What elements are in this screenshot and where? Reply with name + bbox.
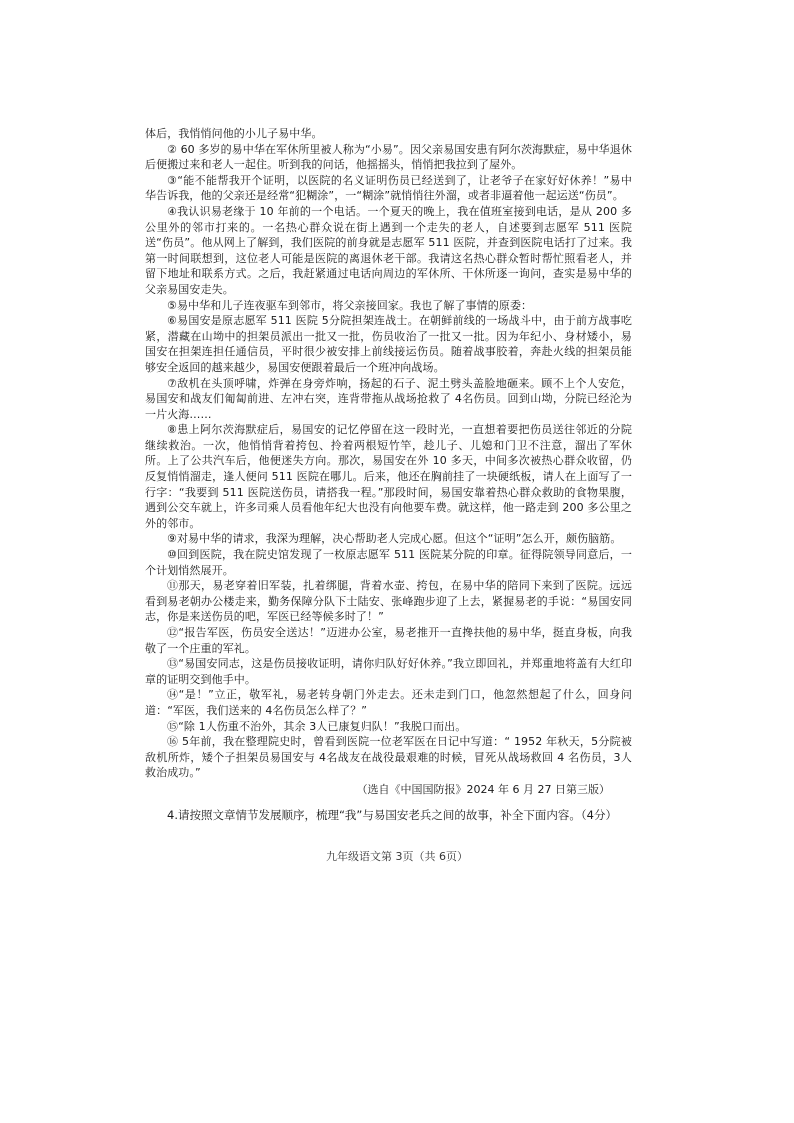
- paragraph-8: ⑧患上阿尔茨海默症后，易国安的记忆停留在这一段时光，一直想着要把伤员送往邻近的分院继续救治。一次，他悄悄背着挎包、拎着两根短竹竿，趁儿子、儿媳和门卫不注意，溜出了军休所。上了公共汽车后，他便迷失方向。那次，易国安在外 10 多天，中间多次被热心群众收留，仍反复悄悄溜走，逢人便问 511 医院在哪儿。后来，他还在胸前挂了一块硬纸板，请人在上面写了一行字：“我要到 511 医院送伤员，请搭我一程。”那段时间，易国安靠着热心群众救助的食物果腹，遇到公交车就上，许多司乘人员看他年纪大也没有向他要车费。就这样，他一路走到 200 多公里之外的邻市。: [145, 423, 632, 530]
- paragraph-14: ⑭“是！”立正，敬军礼，易老转身朝门外走去。还未走到门口，他忽然想起了什么，回身问道：“军医，我们送来的 4名伤员怎么样了？”: [145, 688, 632, 717]
- paragraph-9: ⑨对易中华的请求，我深为理解，决心帮助老人完成心愿。但这个“证明”怎么开，颇伤脑筋。: [167, 532, 622, 546]
- article-lead: 体后，我悄悄问他的小儿子易中华。: [145, 127, 323, 140]
- paragraph-6: ⑥易国安是原志愿军 511 医院 5分院担架连战士。在朝鲜前线的一场战斗中，由于前方战事吃紧，潜藏在山坳中的担架员派出一批又一批，伤员收治了一批又一批。因为年纪小、身材矮小，易国安在担架连担任通信员，平时很少被安排上前线接运伤员。随着战事胶着，奔赴火线的担架员能够安全返回的越来越少，易国安便跟着最后一个班冲向战场。: [145, 314, 632, 374]
- article-source: （选自《中国国防报》2024 年 6 月 27 日第三版）: [356, 783, 610, 796]
- paragraph-3: ③“能不能帮我开个证明，以医院的名义证明伤员已经送到了，让老爷子在家好好休养！”易中华告诉我，他的父亲还是经常“犯糊涂”，一“糊涂”就悄悄往外溜，或者非逼着他一起运送“伤员”。: [145, 173, 632, 203]
- paragraph-16: ⑯ 5年前，我在整理院史时，曾看到医院一位老军医在日记中写道：“ 1952 年秋天，5分院被敌机所炸，矮个子担架员易国安与 4名战友在战役最艰难的时候，冒死从战场救回 4 名伤员，3人救治成功。”: [145, 735, 632, 780]
- question-4: 4.请按照文章情节发展顺序，梳理“我”与易国安老兵之间的故事，补全下面内容。（4分）: [167, 808, 617, 822]
- paragraph-5: ⑤易中华和儿子连夜驱车到邻市，将父亲接回家。我也了解了事情的原委：: [167, 298, 533, 312]
- paragraph-13: ⑬“易国安同志，这是伤员接收证明，请你归队好好休养。”我立即回礼，并郑重地将盖有大红印章的证明交到他手中。: [145, 657, 632, 686]
- paragraph-15: ⑮“除 1人伤重不治外，其余 3人已康复归队！”我脱口而出。: [167, 719, 467, 733]
- paragraph-12: ⑫“报告军医，伤员安全送达！”迈进办公室，易老推开一直搀扶他的易中华，挺直身板，向我敬了一个庄重的军礼。: [145, 626, 632, 655]
- paragraph-2: ② 60 多岁的易中华在军休所里被人称为“小易”。因父亲易国安患有阿尔茨海默症，易中华退休后便搬过来和老人一起住。听到我的问话，他摇摇头，悄悄把我拉到了屋外。: [145, 142, 632, 172]
- article-body: [145, 126, 632, 781]
- paragraph-10: ⑩回到医院，我在院史馆发现了一枚原志愿军 511 医院某分院的印章。征得院领导同意后，一个计划悄然展开。: [145, 548, 632, 577]
- page-footer: 九年级语文第 3页（共 6页）: [326, 850, 468, 863]
- paragraph-7: ⑦敌机在头顶呼啸，炸弹在身旁炸响，扬起的石子、泥土劈头盖脸地砸来。顾不上个人安危，易国安和战友们匍匐前进、左冲右突，连背带拖从战场抢救了 4名伤员。回到山坳，分院已经沦为一片火海……: [145, 376, 632, 421]
- paragraph-11: ⑪那天，易老穿着旧军装，扎着绑腿，背着水壶、挎包，在易中华的陪同下来到了医院。远远看到易老朝办公楼走来，勤务保障分队下士陆安、张峰跑步迎了上去，紧握易老的手说：“易国安同志，你是来送伤员的吧，军医已经等候多时了！”: [145, 579, 632, 624]
- paragraph-4: ④我认识易老缘于 10 年前的一个电话。一个夏天的晚上，我在值班室接到电话，是从 200 多公里外的邻市打来的。一名热心群众说在街上遇到一个走失的老人，自述要到志愿军 511 医院送“伤员”。他从网上了解到，我们医院的前身就是志愿军 511 医院，并查到医院电话打了过来。我第一时间联想到，这位老人可能是医院的离退休老干部。我请这名热心群众暂时帮忙照看老人，并留下地址和联系方式。之后，我赶紧通过电话向周边的军休所、干休所逐一询问，查实是易中华的父亲易国安走失。: [145, 204, 632, 296]
